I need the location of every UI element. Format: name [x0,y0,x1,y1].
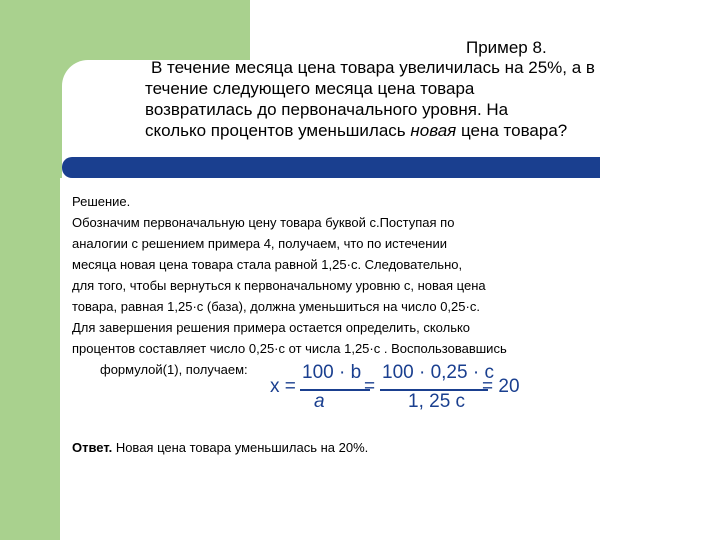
problem-emphasis: новая [410,121,457,140]
formula-numerator-1: 100 · b [302,362,362,383]
formula-equals: = [364,376,376,397]
answer-text: Новая цена товара уменьшилась на 20%. [112,440,369,455]
problem-statement [145,57,705,141]
solution-line: Для завершения решения примера остается определить, сколько [72,320,471,335]
solution-line: для того, чтобы вернуться к первоначальному уровню с, новая цена [72,278,486,293]
problem-line-text: сколько процентов уменьшилась [145,121,411,140]
answer-line [72,440,368,455]
formula-denominator-2: 1, 25 c [408,391,466,412]
solution-line: месяца новая цена товара стала равной 1,25·с. Следовательно, [72,257,463,272]
solution-line: формулой(1), получаем: [100,362,248,377]
solution-heading: Решение. [72,194,131,209]
problem-line: возвратилась до первоначального уровня. На [145,100,509,119]
percent-formula [268,362,548,414]
problem-line [145,120,705,141]
solution-block [72,191,672,380]
solution-line: аналогии с решением примера 4, получаем, что по истечении [72,236,447,251]
title-divider-bar [62,157,600,178]
answer-label: Ответ. [72,440,113,455]
problem-line-tail: цена товара? [456,121,568,140]
problem-line: течение следующего месяца цена товара [145,79,475,98]
fraction-line-1 [300,389,370,391]
formula-numerator-2: 100 · 0,25 · c [382,362,494,383]
formula-denominator-1: a [314,391,325,412]
solution-line: Обозначим первоначальную цену товара буквой с.Поступая по [72,215,455,230]
solution-line: процентов составляет число 0,25·с от числа 1,25·с . Воспользовавшись [72,341,507,356]
formula-lhs: x = [270,376,296,397]
example-title: Пример 8. [466,38,547,57]
solution-line: товара, равная 1,25·с (база), должна уменьшиться на число 0,25·с. [72,299,480,314]
formula-result: = 20 [482,376,520,397]
problem-line: В течение месяца цена товара увеличилась на 25%, а в [151,58,595,77]
